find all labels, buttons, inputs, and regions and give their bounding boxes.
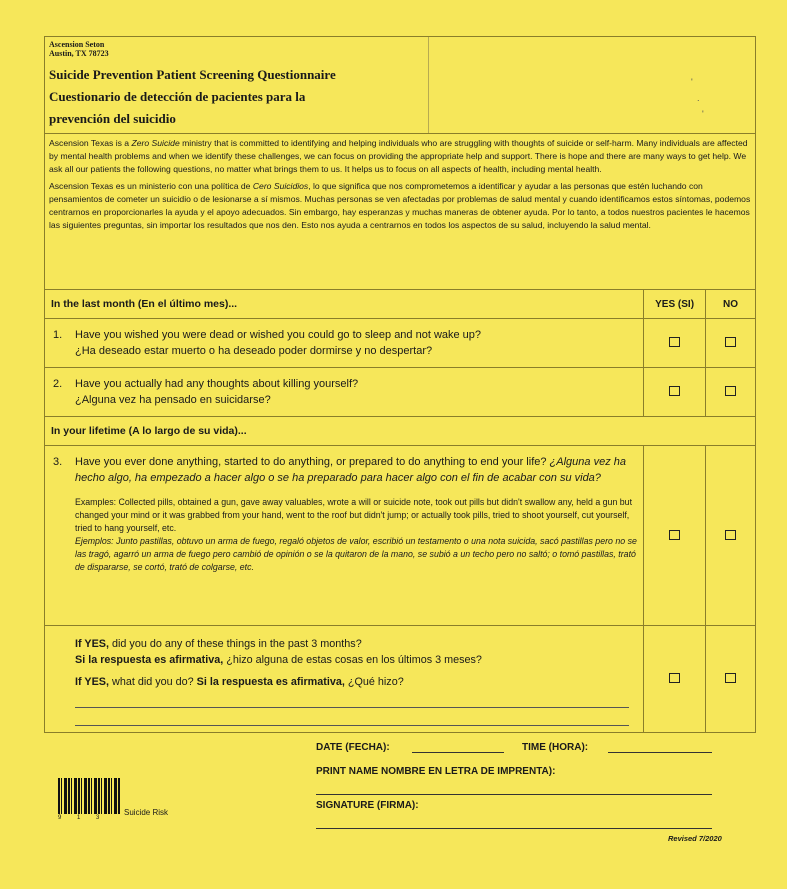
- time-field[interactable]: [608, 752, 712, 753]
- q2-yes-checkbox[interactable]: [669, 386, 680, 396]
- signature-field[interactable]: [316, 828, 712, 829]
- questionnaire-form: [44, 36, 756, 736]
- question-row: [45, 446, 756, 626]
- no-header: NO: [706, 290, 756, 319]
- question-3: 3. Have you ever done anything, started to do anything, or prepared to do anything to end your life? ¿Alguna vez ha hecho algo, ha empezado a hacer algo o se ha preparado para hacer algo con el fin de acabar con su vida? Examples: Collected pills, obtained a gun, gave away valuables, wrote a will or suicide note, took out pills but didn't swallow any, held a gun but changed your mind or it was grabbed from your hand, went to the roof but didn't jump; or actually took pills, tried to shoot yourself, cut yourself, tried to hang yourself, etc. Ejemplos: Junto pastillas, obtuvo un arma de fuego, regaló objetos de valor, escribió un testamento o una nota suicida, sacó pastillas pero no se las tragó, agarró un arma de fuego pero cambió de opinión o se la quitaron de la mano, se subió a un techo pero no saltó; o tomó pastillas, trató de dispararse, se cortó, trató de colgarse, etc.: [45, 446, 644, 626]
- q1-yes-checkbox[interactable]: [669, 337, 680, 347]
- title-spanish-line1: Cuestionario de detección de pacientes para la: [49, 89, 306, 104]
- followup-question: If YES, did you do any of these things in the past 3 months? Si la respuesta es afirmativa, ¿hizo alguna de estas cosas en los últimos 3 meses? If YES, what did you do? Si la respuesta es afirmativa, ¿Qué hizo?: [45, 626, 644, 733]
- examples-english: Examples: Collected pills, obtained a gun, gave away valuables, wrote a will or suicide note, took out pills but didn't swallow any, held a gun but changed your mind or it was grabbed from your hand, went to the roof but didn't jump; or actually took pills, tried to shoot yourself, cut yourself, tried to hang yourself, etc.: [75, 497, 633, 533]
- patient-label-area: [429, 37, 755, 133]
- answer-line-2[interactable]: [75, 708, 629, 726]
- print-name-label: PRINT NAME NOMBRE EN LETRA DE IMPRENTA):: [316, 766, 556, 777]
- question-row: [45, 368, 756, 417]
- followup-yes-checkbox[interactable]: [669, 673, 680, 683]
- time-label: TIME (HORA):: [522, 742, 589, 753]
- intro-spanish: Ascension Texas es un ministerio con una política de Cero Suicidios, lo que significa que nos comprometemos a identificar y ayudar a las personas que estén luchando con pensamientos de cometer un suicidio o de lesionarse a sí mismos. Muchas personas se ven afectadas por problemas de salud mental y cuando identificamos estos síntomas, podemos centrarnos en proporcionarles la ayuda y el apoyo adecuados. Sin embargo, hay esperanzas y muchas maneras de obtener ayuda. Por lo tanto, a todos nuestros pacientes le hacemos las siguientes preguntas, sin importar los resultados que nos den. Esto nos ayuda a centrarnos en todos los aspectos de su salud, incluyendo la salud mental.: [49, 181, 751, 230]
- date-label: DATE (FECHA):: [316, 742, 390, 753]
- org-city: Austin, TX 78723: [49, 49, 109, 58]
- section-last-month: In the last month (En el último mes)...: [45, 290, 644, 319]
- barcode-icon: [58, 778, 120, 814]
- followup-row: [45, 626, 756, 733]
- stray-mark: ': [691, 77, 693, 87]
- followup-no-checkbox[interactable]: [725, 673, 736, 683]
- title-english: Suicide Prevention Patient Screening Questionnaire: [49, 67, 336, 82]
- intro-english: Ascension Texas is a Zero Suicide ministry that is committed to identifying and helping individuals who are struggling with thoughts of suicide or self-harm. Many individuals are affected by mental health problems and when we identify these challenges, we can focus on providing the appropriate help and support. There is hope and there are many ways to get help. We ask all our patients the following questions, no matter what brings them to us. It helps us to focus on all aspects of health, including mental health.: [49, 138, 748, 174]
- q1-no-checkbox[interactable]: [725, 337, 736, 347]
- org-name: Ascension Seton: [49, 40, 105, 49]
- stray-mark: .: [697, 93, 700, 103]
- stray-mark: ': [702, 109, 704, 119]
- date-field[interactable]: [412, 752, 504, 753]
- section-lifetime: In your lifetime (A lo largo de su vida)...: [45, 417, 756, 446]
- barcode-number: 9 1 3: [58, 815, 107, 821]
- question-2: 2. Have you actually had any thoughts about killing yourself? ¿Alguna vez ha pensado en suicidarse?: [45, 368, 644, 417]
- screening-table: [44, 289, 756, 733]
- yes-header: YES (SI): [644, 290, 706, 319]
- answer-line-1[interactable]: [75, 690, 629, 708]
- barcode-label: Suicide Risk: [124, 808, 169, 817]
- print-name-field[interactable]: [316, 794, 712, 795]
- signature-label: SIGNATURE (FIRMA):: [316, 800, 419, 811]
- header-title-block: [45, 37, 429, 133]
- examples-spanish: Ejemplos: Junto pastillas, obtuvo un arma de fuego, regaló objetos de valor, escribió un testamento o una nota suicida, sacó pastillas pero no se las tragó, agarró un arma de fuego pero cambió de opinión o se la quitaron de la mano, se subió a un techo pero no saltó; o tomó pastillas, trató de dispararse, se cortó, trató de colgarse, etc.: [75, 536, 637, 572]
- revised-date: Revised 7/2020: [668, 834, 722, 843]
- title-spanish-line2: prevención del suicidio: [49, 111, 176, 126]
- q3-no-checkbox[interactable]: [725, 530, 736, 540]
- form-header: [44, 36, 756, 133]
- intro-text: [44, 133, 756, 289]
- q2-no-checkbox[interactable]: [725, 386, 736, 396]
- q3-yes-checkbox[interactable]: [669, 530, 680, 540]
- question-1: 1. Have you wished you were dead or wished you could go to sleep and not wake up? ¿Ha deseado estar muerto o ha deseado poder dormirse y no despertar?: [45, 319, 644, 368]
- question-row: [45, 319, 756, 368]
